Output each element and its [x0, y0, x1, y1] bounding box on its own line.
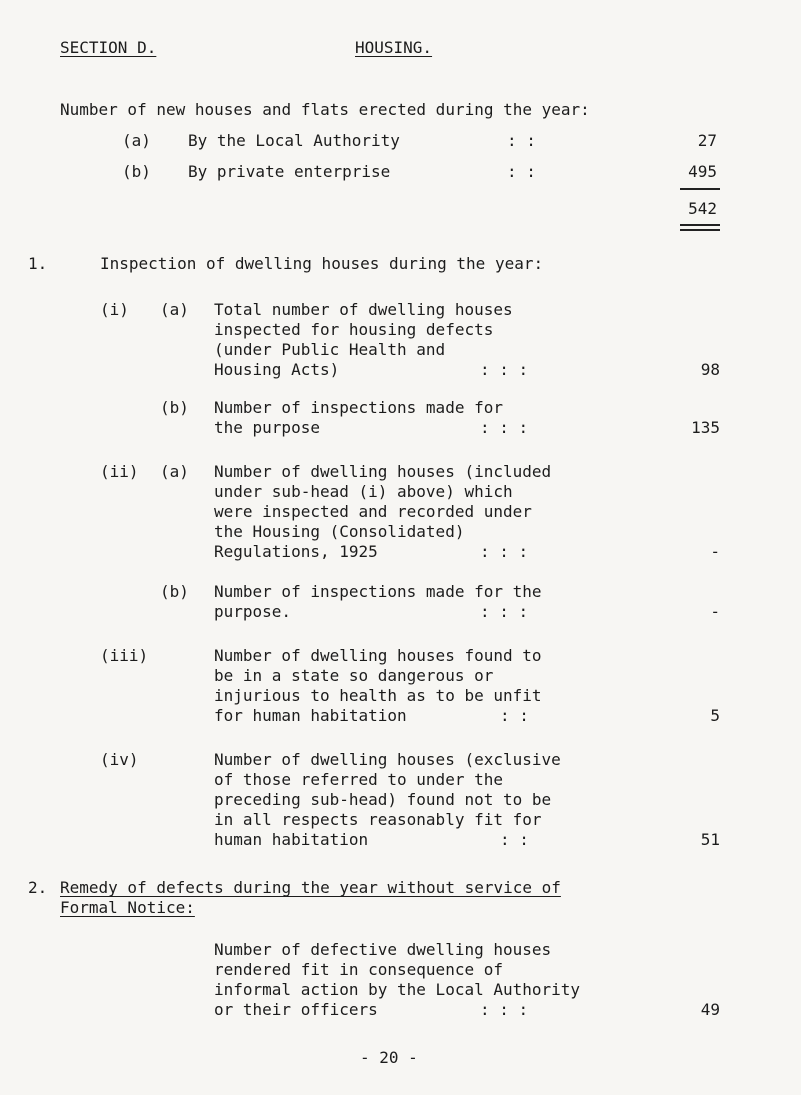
page-title: HOUSING.	[355, 38, 433, 57]
intro-b-text: By private enterprise	[188, 162, 391, 181]
item-ii-a-line: under sub-head (i) above) which	[214, 482, 513, 501]
section2-line: rendered fit in consequence of	[214, 960, 503, 979]
item-i-a-value: 98	[700, 360, 720, 379]
item-iii-line: Number of dwelling houses found to	[214, 646, 542, 665]
item-iii-dots: : :	[500, 706, 529, 725]
item-i-b-dots: : : :	[480, 418, 529, 437]
intro-a-label: (a)	[122, 131, 151, 150]
intro-a-value: 27	[697, 131, 717, 150]
item-i-a-line: inspected for housing defects	[214, 320, 494, 339]
item-i-a-dots: : : :	[480, 360, 529, 379]
item-ii-b-line: Number of inspections made for the	[214, 582, 542, 601]
section2-line: Number of defective dwelling houses	[214, 940, 552, 959]
item-iv-label: (iv)	[100, 750, 139, 769]
section2-number: 2.	[28, 878, 48, 897]
item-iv-line: in all respects reasonably fit for	[214, 810, 542, 829]
item-iii-value: 5	[710, 706, 720, 725]
item-iv-line: of those referred to under the	[214, 770, 503, 789]
item-ii-b-dots: : : :	[480, 602, 529, 621]
item-ii-a-dots: : : :	[480, 542, 529, 561]
item-iv-value: 51	[700, 830, 720, 849]
item-iii-line: be in a state so dangerous or	[214, 666, 494, 685]
intro-b-value: 495	[688, 162, 717, 181]
section1-heading: Inspection of dwelling houses during the year:	[100, 254, 544, 273]
item-ii-b-line: purpose.	[214, 602, 292, 621]
intro-a-text: By the Local Authority	[188, 131, 400, 150]
item-ii-a-line: the Housing (Consolidated)	[214, 522, 465, 541]
item-ii-b-label: (b)	[160, 582, 189, 601]
item-i-b-value: 135	[691, 418, 720, 437]
section2-line: informal action by the Local Authority	[214, 980, 581, 999]
item-ii-a-line: were inspected and recorded under	[214, 502, 532, 521]
item-i-a-line: (under Public Health and	[214, 340, 446, 359]
item-i-label: (i)	[100, 300, 129, 319]
item-ii-a-line: Number of dwelling houses (included	[214, 462, 552, 481]
section2-dots: : : :	[480, 1000, 529, 1019]
section2-heading: Formal Notice:	[60, 898, 195, 917]
item-iv-line: preceding sub-head) found not to be	[214, 790, 552, 809]
item-ii-a-line: Regulations, 1925	[214, 542, 378, 561]
intro-b-label: (b)	[122, 162, 151, 181]
intro-b-dots: : :	[507, 162, 536, 181]
intro-total: 542	[688, 199, 717, 218]
item-iii-line: injurious to health as to be unfit	[214, 686, 542, 705]
total-rule-1	[680, 224, 720, 226]
page-number: - 20 -	[360, 1048, 418, 1067]
item-ii-a-label: (a)	[160, 462, 189, 481]
item-i-a-line: Total number of dwelling houses	[214, 300, 513, 319]
item-i-b-label: (b)	[160, 398, 189, 417]
item-iv-line: Number of dwelling houses (exclusive	[214, 750, 561, 769]
section2-heading: Remedy of defects during the year without service of	[60, 878, 561, 897]
intro-heading: Number of new houses and flats erected during the year:	[60, 100, 590, 119]
section2-line: or their officers	[214, 1000, 378, 1019]
intro-a-dots: : :	[507, 131, 536, 150]
item-iii-label: (iii)	[100, 646, 149, 665]
item-iv-line: human habitation	[214, 830, 369, 849]
total-rule-2	[680, 229, 720, 231]
item-iv-dots: : :	[500, 830, 529, 849]
item-ii-label: (ii)	[100, 462, 139, 481]
item-i-a-line: Housing Acts)	[214, 360, 340, 379]
item-iii-line: for human habitation	[214, 706, 407, 725]
section1-number: 1.	[28, 254, 48, 273]
item-i-a-label: (a)	[160, 300, 189, 319]
section-label: SECTION D.	[60, 38, 157, 57]
subtotal-rule	[680, 188, 720, 190]
item-i-b-line: Number of inspections made for	[214, 398, 503, 417]
item-ii-b-value: -	[710, 602, 720, 621]
item-ii-a-value: -	[710, 542, 720, 561]
item-i-b-line: the purpose	[214, 418, 320, 437]
section2-value: 49	[700, 1000, 720, 1019]
